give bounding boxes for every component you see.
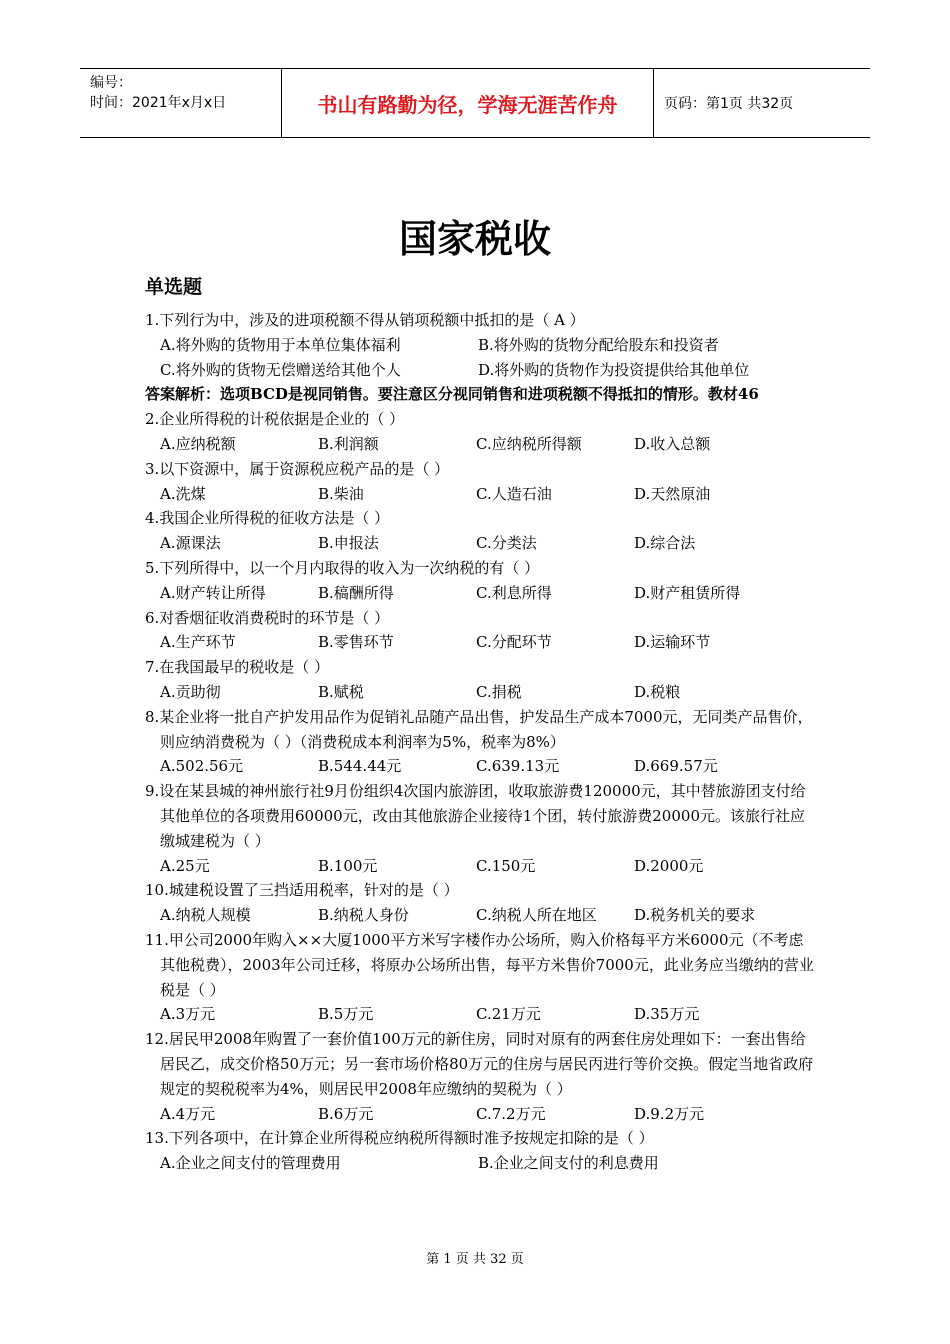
options-row — [145, 754, 815, 779]
option-c: C.150元 — [476, 856, 536, 875]
page-footer: 第 1 页 共 32 页 — [426, 1252, 524, 1267]
option-b: B.零售环节 — [318, 633, 394, 652]
option-d: D.财产租赁所得 — [634, 583, 741, 602]
option-a: A.502.56元 — [160, 757, 244, 776]
options-row — [145, 581, 815, 606]
option-a: A.将外购的货物用于本单位集体福利 — [160, 335, 401, 354]
question-13 — [145, 1126, 815, 1176]
question-text: 12.居民甲2008年购置了一套价值100万元的新住房，同时对原有的两套住房处理如下：一套出售给居民乙，成交价格50万元；另一套市场价格80万元的住房与居民丙进行等价交换。假定当地省政府规定的契税税率为4%，则居民甲2008年应缴纳的契税为（ ） — [145, 1030, 814, 1098]
option-b: B.5万元 — [318, 1005, 374, 1024]
question-text: 5.下列所得中，以一个月内取得的收入为一次纳税的有（ ） — [145, 558, 540, 577]
option-c: C.21万元 — [476, 1005, 541, 1024]
option-d: D.天然原油 — [634, 484, 711, 503]
option-c: C.分配环节 — [476, 633, 552, 652]
option-a: A.4万元 — [160, 1104, 216, 1123]
option-c: C.应纳税所得额 — [476, 434, 582, 453]
option-d: D.收入总额 — [634, 434, 711, 453]
options-row — [145, 680, 815, 705]
option-c: C.人造石油 — [476, 484, 552, 503]
options-row — [145, 482, 815, 507]
option-d: D.将外购的货物作为投资提供给其他单位 — [478, 360, 750, 379]
option-c: C.分类法 — [476, 534, 537, 553]
question-7 — [145, 655, 815, 705]
question-4 — [145, 506, 815, 556]
option-a: A.源课法 — [160, 534, 221, 553]
question-text: 6.对香烟征收消费税时的环节是（ ） — [145, 608, 390, 627]
question-text: 2.企业所得税的计税依据是企业的（ ） — [145, 410, 405, 429]
question-10 — [145, 878, 815, 928]
option-b: B.利润额 — [318, 434, 379, 453]
question-text: 9.设在某县城的神州旅行社9月份组织4次国内旅游团，收取旅游费120000元，其中替旅游团支付给其他单位的各项费用60000元，改由其他旅游企业接待1个团，转付旅游费20000元。该旅行社应缴城建税为（ ） — [145, 782, 806, 850]
option-b: B.赋税 — [318, 682, 364, 701]
option-a: A.企业之间支付的管理费用 — [160, 1154, 341, 1173]
option-d: D.35万元 — [634, 1005, 700, 1024]
header-time: 时间：2021年x月x日 — [90, 95, 227, 111]
option-d: D.669.57元 — [634, 757, 718, 776]
option-b: B.544.44元 — [318, 757, 402, 776]
question-text: 3.以下资源中，属于资源税应税产品的是（ ） — [145, 459, 450, 478]
page-header — [80, 68, 870, 138]
question-text: 8.某企业将一批自产护发用品作为促销礼品随产品出售，护发品生产成本7000元，无同类产品售价，则应纳消费税为（ ）（消费税成本利润率为5%，税率为8%） — [145, 707, 813, 751]
option-c: C.将外购的货物无偿赠送给其他个人 — [160, 360, 401, 379]
question-12 — [145, 1027, 815, 1126]
question-2 — [145, 407, 815, 457]
option-a: A.3万元 — [160, 1005, 216, 1024]
option-a: A.洗煤 — [160, 484, 206, 503]
header-meta — [80, 69, 282, 137]
option-d: D.税务机关的要求 — [634, 906, 756, 925]
options-row — [145, 903, 815, 928]
option-d: D.9.2万元 — [634, 1104, 705, 1123]
options-row — [145, 1102, 815, 1127]
document-title: 国家税收 — [398, 217, 551, 261]
question-text: 13.下列各项中，在计算企业所得税应纳税所得额时准予按规定扣除的是（ ） — [145, 1129, 654, 1148]
option-c: C.639.13元 — [476, 757, 560, 776]
option-a: A.财产转让所得 — [160, 583, 266, 602]
option-d: D.综合法 — [634, 534, 696, 553]
options-row — [145, 333, 815, 358]
option-a: A.贡助彻 — [160, 682, 221, 701]
options-row — [145, 358, 815, 383]
option-d: D.税粮 — [634, 682, 681, 701]
option-d: D.2000元 — [634, 856, 704, 875]
option-b: B.将外购的货物分配给股东和投资者 — [478, 335, 719, 354]
section-heading: 单选题 — [145, 276, 203, 298]
options-row — [145, 1002, 815, 1027]
answer-explanation: 答案解析：选项BCD是视同销售。要注意区分视同销售和进项税额不得抵扣的情形。教材46 — [145, 385, 759, 404]
options-row — [145, 531, 815, 556]
option-b: B.企业之间支付的利息费用 — [478, 1154, 659, 1173]
question-1 — [145, 308, 815, 407]
option-b: B.纳税人身份 — [318, 906, 409, 925]
options-row — [145, 854, 815, 879]
option-a: A.25元 — [160, 856, 210, 875]
options-row — [145, 1151, 815, 1176]
header-motto: 书山有路勤为径，学海无涯苦作舟 — [282, 69, 654, 137]
options-row — [145, 432, 815, 457]
question-5 — [145, 556, 815, 606]
question-8 — [145, 705, 815, 779]
option-b: B.稿酬所得 — [318, 583, 394, 602]
option-a: A.应纳税额 — [160, 434, 236, 453]
question-text: 11.甲公司2000年购入××大厦1000平方米写字楼作办公场所，购入价格每平方米6000元（不考虑其他税费），2003年公司迁移，将原办公场所出售，每平方米售价7000元，此业务应当缴纳的营业税是（ ） — [145, 930, 814, 999]
option-a: A.纳税人规模 — [160, 906, 251, 925]
question-9 — [145, 779, 815, 878]
option-b: B.6万元 — [318, 1104, 374, 1123]
options-row — [145, 630, 815, 655]
option-b: B.100元 — [318, 856, 378, 875]
option-a: A.生产环节 — [160, 633, 236, 652]
question-list — [145, 308, 815, 1176]
question-text: 4.我国企业所得税的征收方法是（ ） — [145, 509, 390, 528]
question-text: 7.在我国最早的税收是（ ） — [145, 658, 330, 677]
question-6 — [145, 606, 815, 656]
option-c: C.7.2万元 — [476, 1104, 546, 1123]
option-b: B.申报法 — [318, 534, 379, 553]
option-c: C.利息所得 — [476, 583, 552, 602]
header-number: 编号： — [90, 75, 132, 91]
option-c: C.纳税人所在地区 — [476, 906, 597, 925]
question-text: 1.下列行为中，涉及的进项税额不得从销项税额中抵扣的是（ A ） — [145, 311, 585, 329]
question-11 — [145, 928, 815, 1027]
question-text: 10.城建税设置了三挡适用税率，针对的是（ ） — [145, 881, 459, 900]
option-b: B.柴油 — [318, 484, 364, 503]
option-c: C.捐税 — [476, 682, 522, 701]
question-3 — [145, 457, 815, 507]
header-page-info: 页码：第1页 共32页 — [664, 96, 794, 112]
option-d: D.运输环节 — [634, 633, 711, 652]
